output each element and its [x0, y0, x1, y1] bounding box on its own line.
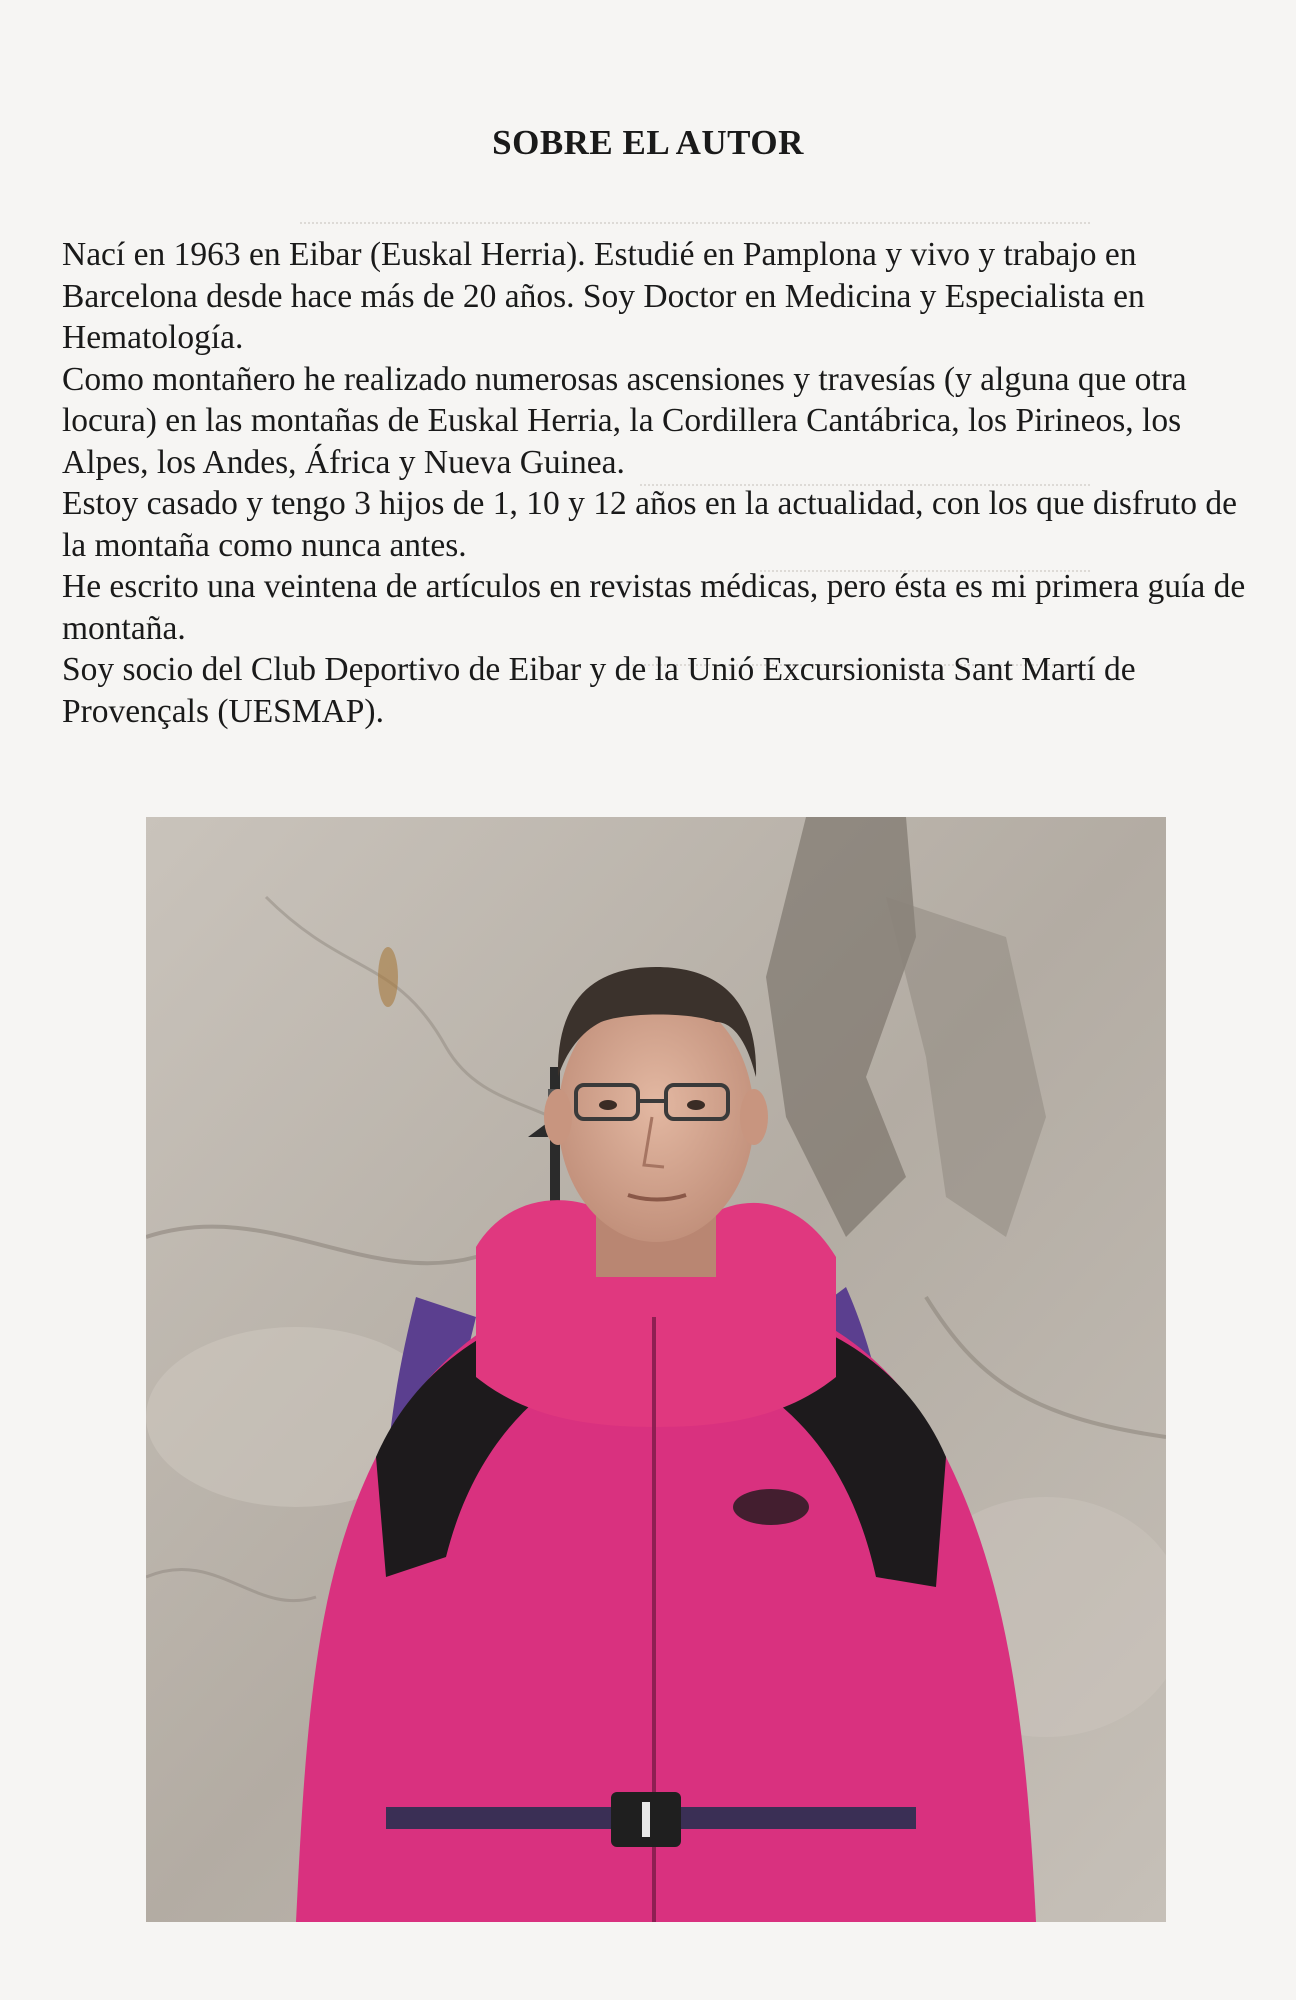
- bleed-through-text: [68, 192, 1168, 232]
- eye-right: [687, 1100, 705, 1110]
- page-title: SOBRE EL AUTOR: [492, 123, 804, 163]
- bio-paragraph: Nací en 1963 en Eibar (Euskal Herria). Estudié en Pamplona y vivo y trabajo en Barcelona desde hace más de 20 años. Soy Doctor en Medicina y Especialista en Hematología.: [62, 236, 1145, 356]
- bio-paragraph: Soy socio del Club Deportivo de Eibar y de la Unió Excursionista Sant Martí de Provençals (UESMAP).: [62, 651, 1136, 730]
- ear-right: [740, 1089, 768, 1145]
- bio-paragraph: Estoy casado y tengo 3 hijos de 1, 10 y 12 años en la actualidad, con los que disfruto de la montaña como nunca antes.: [62, 485, 1238, 564]
- bio-paragraph: Como montañero he realizado numerosas ascensiones y travesías (y alguna que otra locura) en las montañas de Euskal Herria, la Cordillera Cantábrica, los Pirineos, los Alpes, los Andes, África y Nueva Guinea.: [62, 360, 1187, 481]
- bio-paragraph: He escrito una veintena de artículos en revistas médicas, pero ésta es mi primera guía de montaña.: [62, 568, 1246, 647]
- eye-left: [599, 1100, 617, 1110]
- author-photo: [146, 817, 1166, 1922]
- rock-stain: [378, 947, 398, 1007]
- jacket-logo: [733, 1489, 809, 1525]
- author-photo-illustration: [146, 817, 1166, 1922]
- ear-left: [544, 1089, 572, 1145]
- chest-strap-buckle-slot: [642, 1802, 650, 1837]
- author-bio: [62, 234, 1252, 732]
- bleed-through-dotted-line: [300, 222, 1090, 224]
